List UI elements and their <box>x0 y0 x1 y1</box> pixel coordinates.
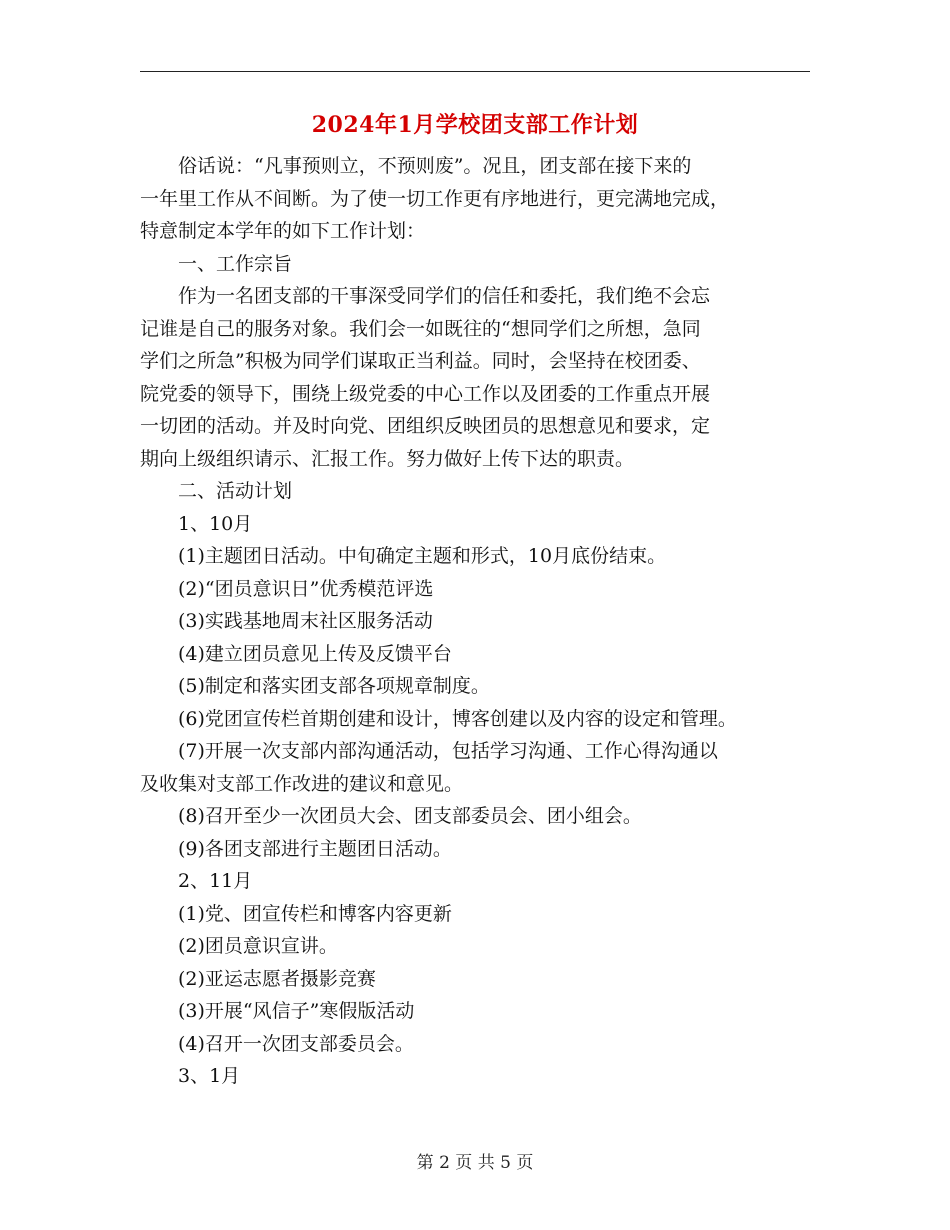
section-heading: 二、活动计划 <box>140 480 293 502</box>
text-line: 一年里工作从不间断。为了使一切工作更有序地进行，更完满地完成， <box>140 187 730 210</box>
text-line: 记谁是自己的服务对象。我们会一如既往的“想同学们之所想，急同 <box>140 317 701 340</box>
list-item: (1)主题团日活动。中旬确定主题和形式，10月底份结束。 <box>140 545 667 567</box>
header-rule <box>140 71 810 72</box>
month-heading: 3、1月 <box>140 1065 241 1087</box>
text-line: 院党委的领导下，围绕上级党委的中心工作以及团委的工作重点开展 <box>140 382 711 405</box>
text-line: 作为一名团支部的干事深受同学们的信任和委托，我们绝不会忘 <box>140 285 711 307</box>
list-item: (4)召开一次团支部委员会。 <box>140 1032 414 1055</box>
section-heading: 一、工作宗旨 <box>140 252 293 275</box>
text-line: 俗话说：“凡事预则立，不预则废”。况且，团支部在接下来的 <box>140 155 692 177</box>
list-item: (7)开展一次支部内部沟通活动，包括学习沟通、工作心得沟通以 <box>140 740 718 762</box>
text-line: 学们之所急”积极为同学们谋取正当利益。同时，会坚持在校团委、 <box>140 350 701 372</box>
list-item: (6)党团宣传栏首期创建和设计，博客创建以及内容的设定和管理。 <box>140 707 737 730</box>
list-item: (2)亚运志愿者摄影竞赛 <box>140 967 376 990</box>
list-item: (5)制定和落实团支部各项规章制度。 <box>140 675 490 697</box>
list-item: (3)开展“风信子”寒假版活动 <box>140 1000 415 1022</box>
month-heading: 1、10月 <box>140 512 253 535</box>
text-line: 期向上级组织请示、汇报工作。努力做好上传下达的职责。 <box>140 447 635 470</box>
text-line: 一切团的活动。并及时向党、团组织反映团员的思想意见和要求，定 <box>140 415 711 437</box>
list-item: (2)团员意识宣讲。 <box>140 935 338 957</box>
text-line: 及收集对支部工作改进的建议和意见。 <box>140 772 464 795</box>
month-heading: 2、11月 <box>140 870 253 892</box>
text-line: 特意制定本学年的如下工作计划： <box>140 220 426 242</box>
list-item: (2)“团员意识日”优秀模范评选 <box>140 577 434 600</box>
list-item: (4)建立团员意见上传及反馈平台 <box>140 642 452 665</box>
list-item: (9)各团支部进行主题团日活动。 <box>140 837 452 860</box>
document-title: 2024年1月学校团支部工作计划 <box>311 112 639 138</box>
page-number: 第 2 页 共 5 页 <box>416 1153 534 1173</box>
list-item: (8)召开至少一次团员大会、团支部委员会、团小组会。 <box>140 805 642 827</box>
list-item: (1)党、团宣传栏和博客内容更新 <box>140 902 452 925</box>
list-item: (3)实践基地周末社区服务活动 <box>140 610 433 632</box>
